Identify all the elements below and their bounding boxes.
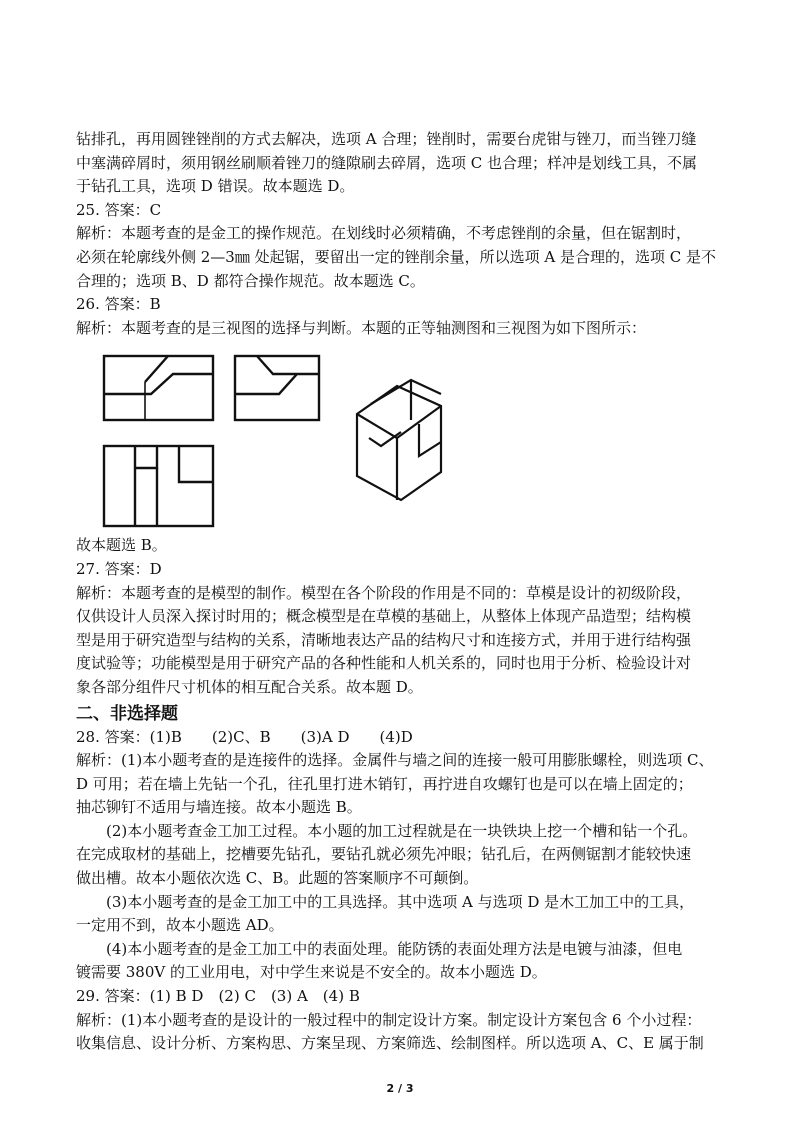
- three-view-figure: [76, 346, 726, 530]
- paragraph-block-b: [76, 534, 726, 699]
- text-line: 28. 答案：(1)B (2)C、B (3)A D (4)D: [76, 727, 413, 746]
- text-line: 一定用不到，故本小题选 AD。: [76, 916, 284, 935]
- text-line: 25. 答案：C: [76, 200, 162, 219]
- text-line: 合理的；选项 B、D 都符合操作规范。故本题选 C。: [76, 271, 425, 290]
- text-line: 仅供设计人员深入探讨时用的；概念模型是在草模的基础上，从整体上体现产品造型；结构模: [76, 607, 692, 626]
- text-line: 解析：(1)本小题考查的是连接件的选择。金属件与墙之间的连接一般可用膨胀螺栓，则选项 C、: [76, 751, 714, 770]
- text-line: 型是用于研究造型与结构的关系，清晰地表达产品的结构尺寸和连接方式，并用于进行结构强: [76, 630, 692, 649]
- text-line: 在完成取材的基础上，挖槽要先钻孔，要钻孔就必须先冲眼；钻孔后，在两侧锯割才能较快速: [76, 845, 692, 864]
- text-line: 解析：本题考查的是金工的操作规范。在划线时必须精确，不考虑锉削的余量，但在锯割时，: [76, 224, 692, 243]
- text-line: (3)本小题考查的是金工加工中的工具选择。其中选项 A 与选项 D 是木工加工中的工具，: [106, 892, 695, 911]
- paragraph-block-c: [76, 726, 726, 820]
- paragraph-block-d: [76, 820, 726, 844]
- text-line: 中塞满碎屑时，须用钢丝刷顺着锉刀的缝隙刷去碎屑，选项 C 也合理；样冲是划线工具，不属: [76, 153, 698, 172]
- text-line: 解析：(1)本小题考查的是设计的一般过程中的制定设计方案。制定设计方案包含 6 个小过程：: [76, 1010, 702, 1029]
- text-line: 镀需要 380V 的工业用电，对中学生来说是不安全的。故本小题选 D。: [76, 963, 547, 982]
- text-line: D 可用；若在墙上先钻一个孔，往孔里打进木销钉，再拧进自攻螺钉也是可以在墙上固定的；: [76, 774, 693, 793]
- text-line: (4)本小题考查的是金工加工中的表面处理。能防锈的表面处理方法是电镀与油漆，但电: [106, 939, 683, 958]
- paragraph-block-e: [76, 843, 726, 890]
- isometric-view: [357, 380, 441, 500]
- paragraph-block-i: [76, 961, 726, 1055]
- paragraph-block-h: [76, 938, 726, 962]
- text-line: 29. 答案：(1) B D (2) C (3) A (4) B: [76, 987, 360, 1006]
- section-heading: 二、非选择题: [76, 703, 178, 724]
- text-line: 做出槽。故本小题依次选 C、B。此题的答案顺序不可颠倒。: [76, 869, 479, 888]
- paragraph-block-a: [76, 128, 726, 340]
- side-view: [235, 356, 319, 420]
- paragraph-block-f: [76, 891, 726, 915]
- text-line: 象各部分组件尺寸机体的相互配合关系。故本题 D。: [76, 677, 423, 696]
- text-line: 必须在轮廓线外侧 2—3㎜ 处起锯，要留出一定的锉削余量，所以选项 A 是合理的，选项 C 是不: [76, 247, 717, 266]
- text-line: 于钻孔工具，选项 D 错误。故本题选 D。: [76, 177, 355, 196]
- text-line: 度试验等；功能模型是用于研究产品的各种性能和人机关系的，同时也用于分析、检验设计对: [76, 654, 692, 673]
- paragraph-block-g: [76, 914, 726, 938]
- page-number: 2 / 3: [386, 1082, 414, 1095]
- text-line: (2)本小题考查金工加工过程。本小题的加工过程就是在一块铁块上挖一个槽和钻一个孔。: [106, 821, 698, 840]
- text-line: 故本题选 B。: [76, 536, 167, 555]
- text-line: 收集信息、设计分析、方案构思、方案呈现、方案筛选、绘制图样。所以选项 A、C、E 属于制: [76, 1034, 704, 1053]
- text-line: 钻排孔，再用圆锉锉削的方式去解决，选项 A 合理；锉削时，需要台虎钳与锉刀，而当锉刀缝: [76, 130, 697, 148]
- front-view: [104, 356, 213, 420]
- text-line: 抽芯铆钉不适用与墙连接。故本小题选 B。: [76, 798, 362, 817]
- document-body: [76, 128, 726, 1056]
- text-line: 解析：本题考查的是模型的制作。模型在各个阶段的作用是不同的：草模是设计的初级阶段，: [76, 583, 692, 602]
- top-view: [104, 446, 213, 526]
- text-line: 解析：本题考查的是三视图的选择与判断。本题的正等轴测图和三视图为如下图所示：: [76, 318, 647, 337]
- three-view-drawing: [101, 346, 531, 530]
- text-line: 26. 答案：B: [76, 295, 161, 314]
- text-line: 27. 答案：D: [76, 559, 162, 578]
